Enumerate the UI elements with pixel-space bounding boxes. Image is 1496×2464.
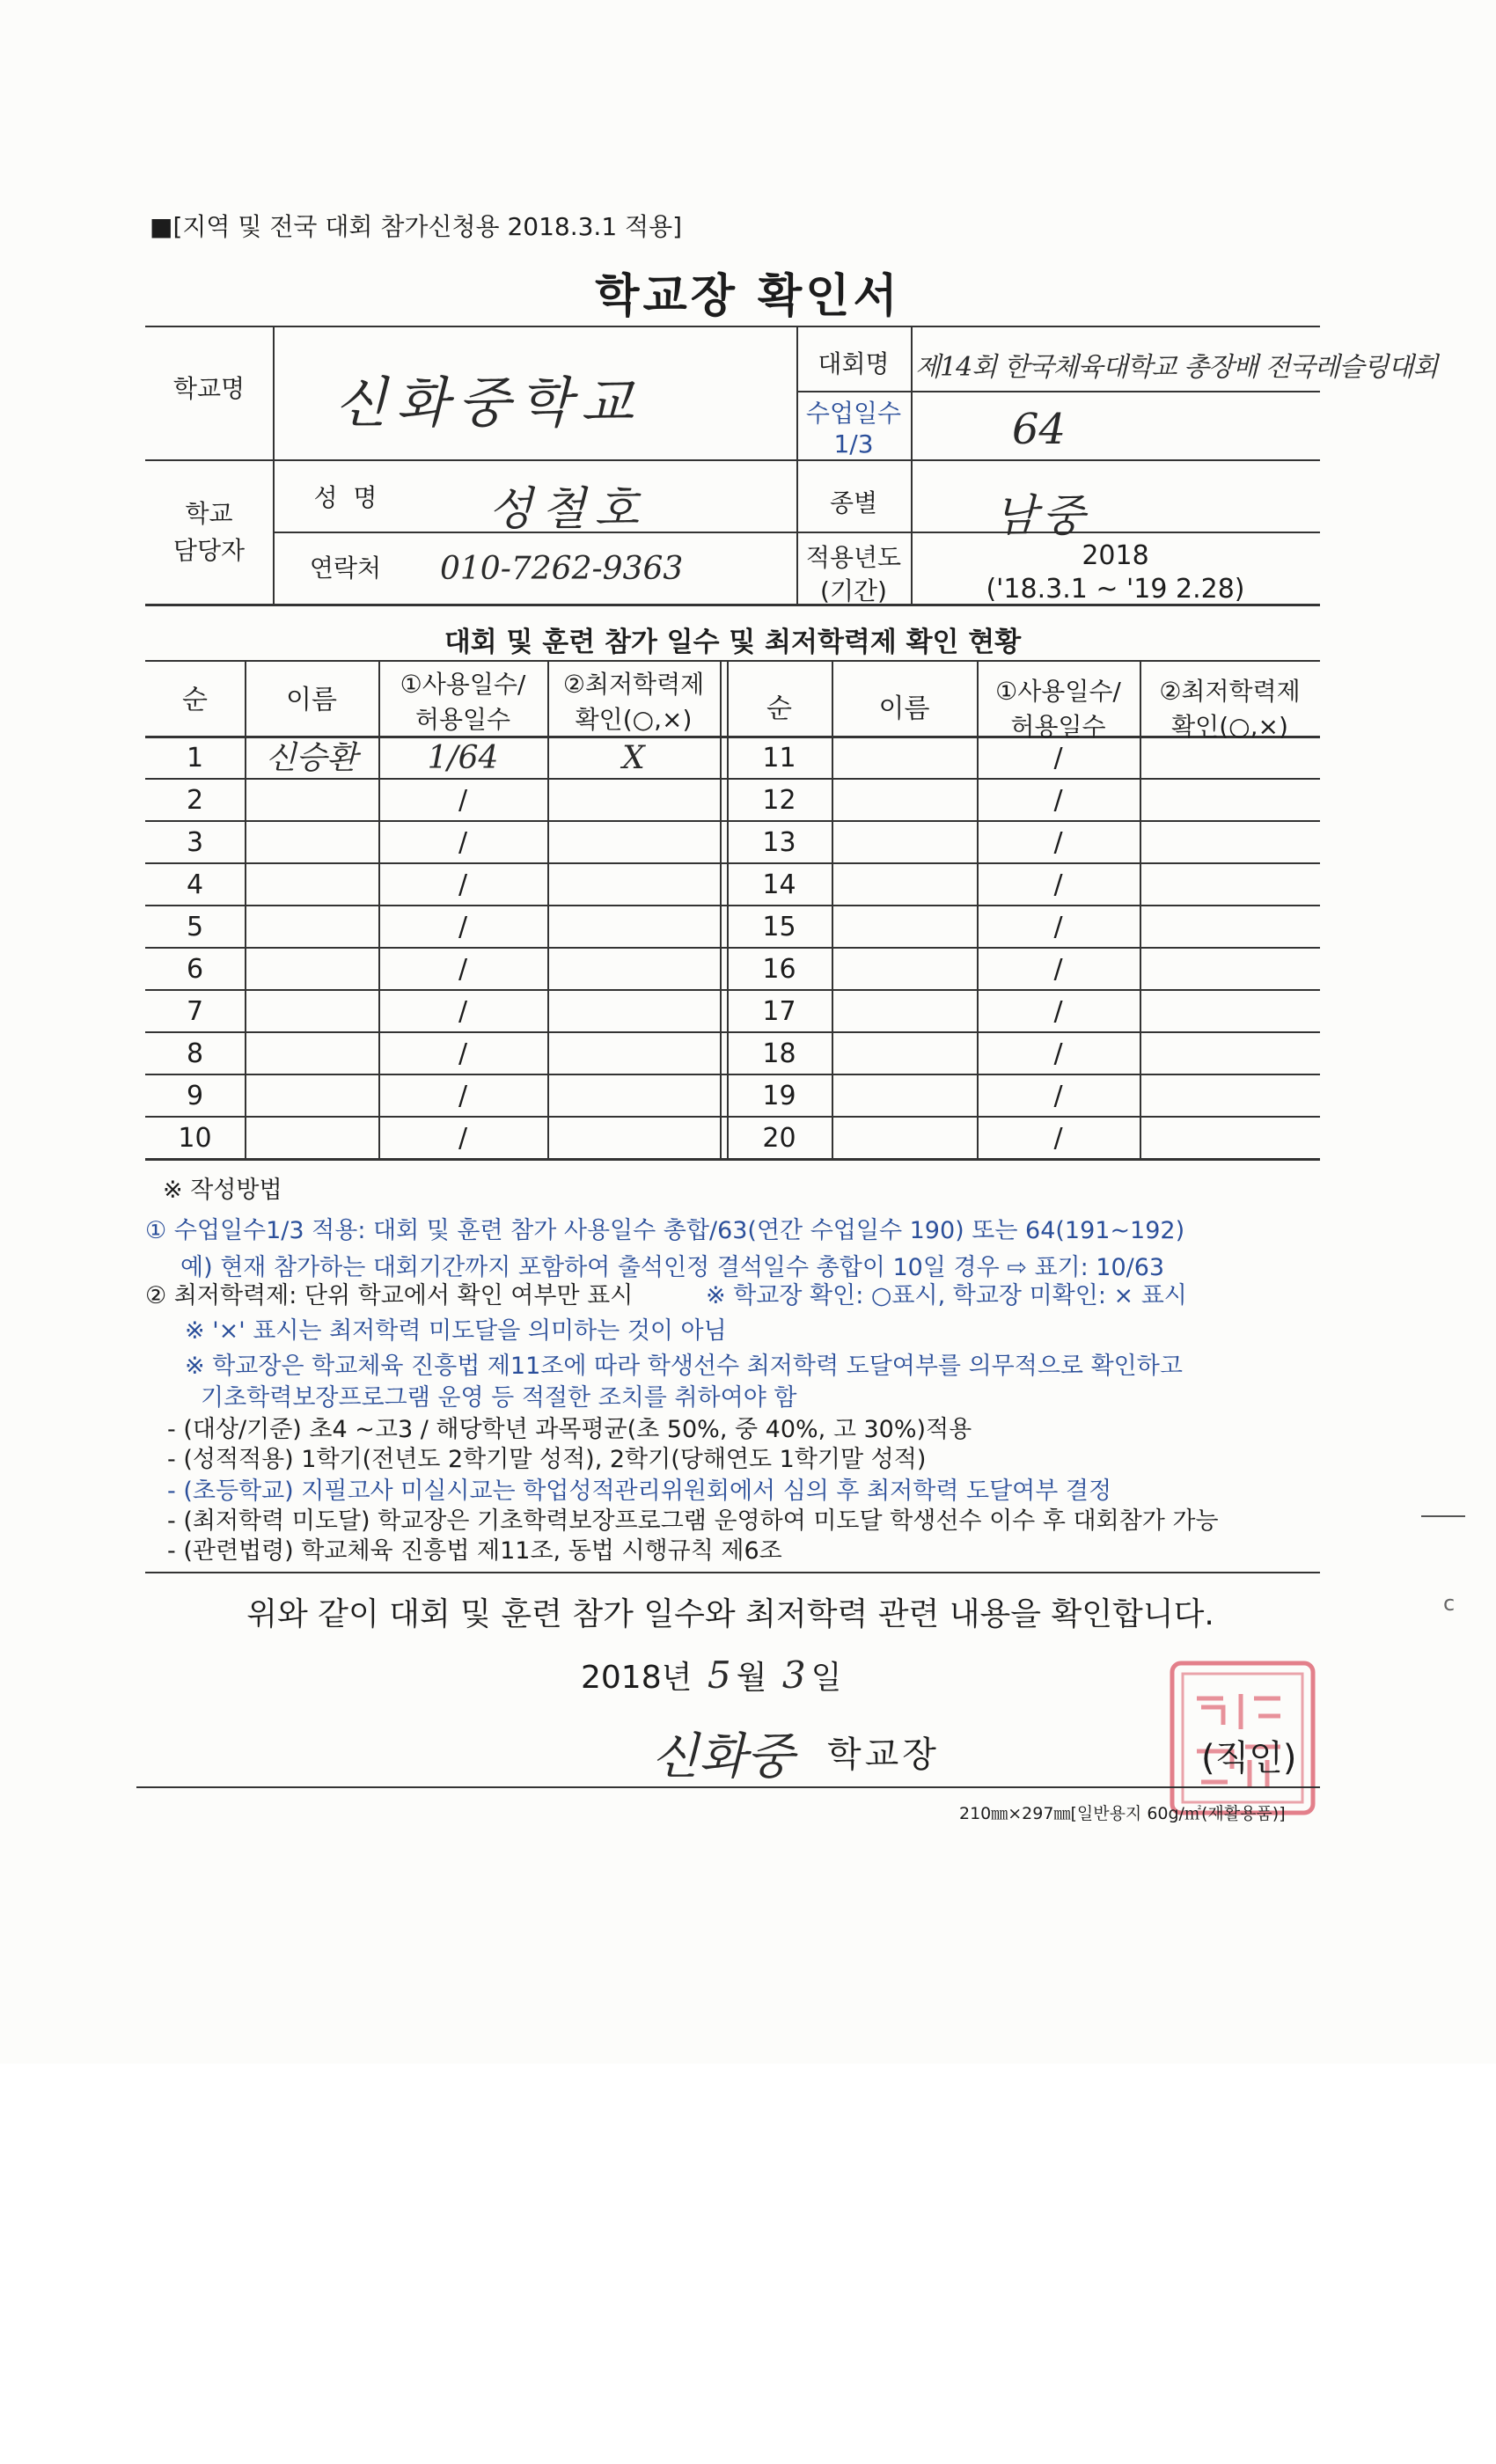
header-min-academic-right: ②최저학력제 xyxy=(1159,677,1301,706)
row-no: 11 xyxy=(762,743,796,774)
signature-school: 신화중 xyxy=(651,1728,795,1786)
note-2b: ※ 학교장 확인: ○표시, 학교장 미확인: × 표시 xyxy=(706,1282,1187,1309)
contact-label: 연락처 xyxy=(309,554,382,583)
document-title: 학교장 확인서 xyxy=(595,270,901,323)
row-no: 19 xyxy=(762,1081,796,1111)
row-days: / xyxy=(1053,743,1063,774)
row-days: / xyxy=(458,785,468,816)
row-days: / xyxy=(1053,1081,1063,1111)
header-note: ■[지역 및 전국 대회 참가신청용 2018.3.1 적용] xyxy=(150,212,683,241)
row-no: 3 xyxy=(186,827,204,858)
school-name-value: 신화중학교 xyxy=(334,370,642,435)
row-no: 16 xyxy=(762,954,796,985)
note-3: ※ '×' 표시는 최저학력 미도달을 의미하는 것이 아님 xyxy=(185,1317,727,1345)
class-days-fraction: 1/3 xyxy=(833,429,874,458)
name-label: 성 명 xyxy=(313,483,378,512)
header-confirm-right: 확인(○,×) xyxy=(1171,712,1288,741)
row-days: / xyxy=(458,996,468,1027)
header-no: 순 xyxy=(182,685,208,715)
date-line xyxy=(581,1653,841,1698)
row-no: 5 xyxy=(186,912,204,942)
school-name-label: 학교명 xyxy=(172,374,246,403)
row-no: 8 xyxy=(186,1038,204,1069)
row-no: 4 xyxy=(186,869,204,900)
detail-3: - (초등학교) 지필고사 미실시교는 학업성적관리위원회에서 심의 후 최저학력 도달여부 결정 xyxy=(167,1478,1112,1505)
note-1a: ① 수업일수1/3 적용: 대회 및 훈련 참가 사용일수 총합/63(연간 수업일수 190) 또는 64(191~192) xyxy=(145,1217,1185,1244)
gender-label: 종별 xyxy=(829,488,878,517)
manager-label-2: 담당자 xyxy=(172,536,246,565)
header-min-academic: ②최저학력제 xyxy=(562,670,705,699)
row-no: 18 xyxy=(762,1038,796,1069)
detail-4: - (최저학력 미도달) 학교장은 기초학력보장프로그램 운영하여 미도달 학생선수 이수 후 대회참가 가능 xyxy=(167,1507,1219,1535)
year-value: 2018 xyxy=(1082,540,1149,571)
row-check: X xyxy=(622,740,645,776)
date-month: 5 xyxy=(707,1654,731,1697)
row-no: 9 xyxy=(186,1081,204,1111)
row-days: / xyxy=(458,1123,468,1154)
gender-value: 남중 xyxy=(994,490,1090,541)
manager-name-value: 성철호 xyxy=(488,483,648,536)
note-2a: ② 최저학력제: 단위 학교에서 확인 여부만 표시 xyxy=(145,1282,634,1309)
detail-1: - (대상/기준) 초4 ~고3 / 해당학년 과목평균(초 50%, 중 40%, 고 30%)적용 xyxy=(167,1416,972,1443)
contact-value: 010-7262-9363 xyxy=(440,551,684,587)
scan-mark xyxy=(1421,1515,1465,1517)
header-name-right: 이름 xyxy=(878,693,930,724)
detail-2: - (성적적용) 1학기(전년도 2학기말 성적), 2학기(당해연도 1학기말 성적) xyxy=(167,1446,927,1473)
confirm-text: 위와 같이 대회 및 훈련 참가 일수와 최저학력 관련 내용을 확인합니다. xyxy=(246,1596,1214,1632)
row-days: / xyxy=(1053,954,1063,985)
row-no: 7 xyxy=(186,996,204,1027)
header-name: 이름 xyxy=(286,685,337,715)
header-allowed-days-right: 허용일수 xyxy=(1010,712,1106,741)
header-confirm: 확인(○,×) xyxy=(575,705,693,734)
row-no: 1 xyxy=(186,743,204,774)
detail-5: - (관련법령) 학교체육 진흥법 제11조, 동법 시행규칙 제6조 xyxy=(167,1537,782,1565)
class-days-value: 64 xyxy=(1012,405,1067,454)
note-4a: ※ 학교장은 학교체육 진흥법 제11조에 따라 학생선수 최저학력 도달여부를 의무적으로 확인하고 xyxy=(185,1353,1183,1380)
year-label-2: (기간) xyxy=(820,576,887,605)
row-days: / xyxy=(1053,827,1063,858)
competition-value: 제14회 한국체육대학교 총장배 전국레슬링대회 xyxy=(915,352,1438,383)
row-no: 15 xyxy=(762,912,796,942)
class-days-label: 수업일수 xyxy=(805,399,902,428)
signature-principal: 학교장 xyxy=(827,1734,940,1775)
row-no: 12 xyxy=(762,785,796,816)
row-no: 10 xyxy=(178,1123,212,1154)
row-no: 6 xyxy=(186,954,204,985)
row-days: / xyxy=(1053,1123,1063,1154)
date-day: 3 xyxy=(781,1654,806,1697)
row-days: / xyxy=(1053,912,1063,942)
year-label: 적용년도 xyxy=(805,543,902,572)
row-days: / xyxy=(458,1081,468,1111)
row-days: / xyxy=(458,954,468,985)
row-days: / xyxy=(458,827,468,858)
row-no: 13 xyxy=(762,827,796,858)
footer-spec: 210㎜×297㎜[일반용지 60g/㎡(재활용품)] xyxy=(959,1804,1286,1823)
date-day-label: 일 xyxy=(810,1660,842,1696)
row-no: 2 xyxy=(186,785,204,816)
row-days: / xyxy=(458,1038,468,1069)
header-used-days-right: ①사용일수/ xyxy=(995,677,1121,706)
manager-label: 학교 xyxy=(185,499,233,528)
header-used-days: ①사용일수/ xyxy=(400,670,526,699)
row-days: / xyxy=(458,912,468,942)
row-days: / xyxy=(1053,785,1063,816)
row-no: 14 xyxy=(762,869,796,900)
header-allowed-days: 허용일수 xyxy=(414,705,511,734)
note-1b: 예) 현재 참가하는 대회기간까지 포함하여 출석인정 결석일수 총합이 10일 경우 ⇨ 표기: 10/63 xyxy=(180,1254,1165,1281)
competition-label: 대회명 xyxy=(818,349,890,378)
row-no: 17 xyxy=(762,996,796,1027)
row-no: 20 xyxy=(762,1123,796,1154)
row-name: 신승환 xyxy=(265,740,358,776)
row-days: / xyxy=(458,869,468,900)
date-year: 2018년 xyxy=(581,1660,693,1696)
header-no-right: 순 xyxy=(766,693,792,724)
seal-label: (직인) xyxy=(1201,1738,1297,1778)
section-title: 대회 및 훈련 참가 일수 및 최저학력제 확인 현황 xyxy=(444,627,1022,658)
date-month-label: 월 xyxy=(736,1660,767,1696)
notes-heading: ※ 작성방법 xyxy=(163,1177,282,1204)
year-period: ('18.3.1 ~ '19 2.28) xyxy=(986,574,1245,605)
note-4b: 기초학력보장프로그램 운영 등 적절한 조치를 취하여야 함 xyxy=(201,1384,797,1412)
row-days: / xyxy=(1053,996,1063,1027)
row-days: 1/64 xyxy=(427,740,499,776)
row-days: / xyxy=(1053,869,1063,900)
scan-mark-2: ⅽ xyxy=(1443,1591,1456,1616)
row-days: / xyxy=(1053,1038,1063,1069)
